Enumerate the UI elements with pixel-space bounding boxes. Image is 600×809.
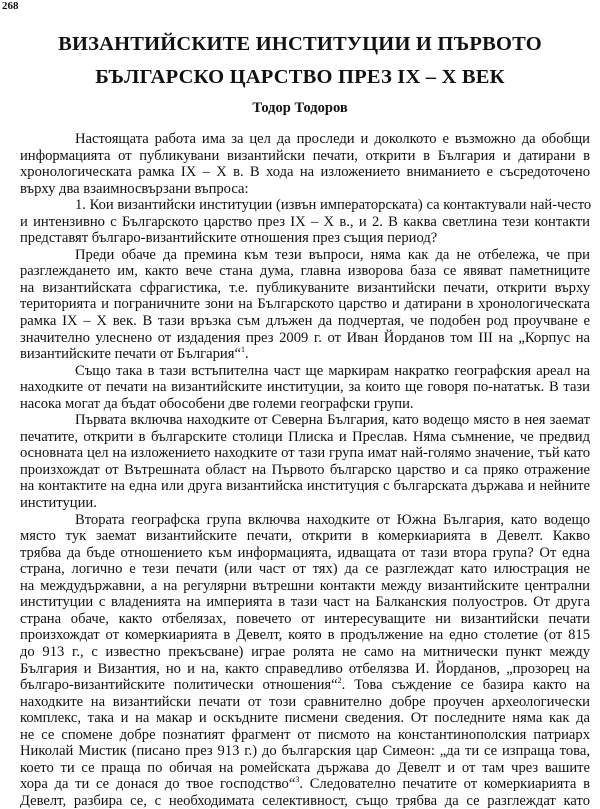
footnote-marker[interactable]: 2	[337, 676, 342, 686]
text-line	[20, 280, 590, 297]
text-line	[20, 694, 590, 711]
page-number: 268	[2, 0, 19, 12]
text-line	[20, 230, 590, 247]
text-line	[20, 644, 590, 661]
text-line	[20, 296, 590, 313]
text-line	[20, 313, 590, 330]
line-text: рамка IX – X век. В тази връзка съм длъжен да подчертая, че подобен род проучване е	[20, 313, 590, 330]
line-text: находките на византийски печати от този сравнително добре проучен археологически	[20, 693, 590, 710]
text-line	[20, 263, 590, 280]
text-line	[20, 363, 590, 380]
text-line	[20, 462, 590, 479]
line-text: до 913 г., с известно прекъсване) играе ролята не само на митнически пункт между	[20, 643, 590, 660]
line-text: произхождат от комеркиарията в Девелт, която в продължение на едно столетие (от 815	[20, 627, 590, 644]
text-line	[20, 181, 590, 198]
text-line	[20, 396, 590, 413]
text-line	[20, 627, 590, 644]
line-text: Втората географска група включва находките от Южна България, като водещо	[75, 511, 590, 528]
line-text: не се спомене добре познатият фрагмент от писмото на константинополския патриарх	[20, 726, 590, 743]
line-text: страна, логично е тези печати (или част от тях) да се разглеждат като илюстрация не	[20, 561, 590, 578]
text-line	[20, 743, 590, 760]
text-line	[20, 445, 590, 462]
text-line	[20, 677, 590, 694]
line-text: страна обаче, както отбелязах, повечето от интересуващите ни византийски печати	[20, 610, 590, 627]
line-text: насока могат да бъдат обособени две големи географски групи.	[20, 395, 414, 412]
text-line	[20, 776, 590, 793]
text-line	[20, 710, 590, 727]
line-text: хронологическата рамка IX – X в. В хода на изложението вниманието е съсредоточено	[20, 164, 590, 181]
paragraph	[20, 412, 590, 511]
line-text: институции с владенията на империята в тази част на Балканския полуостров. От друга	[20, 594, 590, 611]
line-text: България и Византия, но и на, както справедливо отбелязва И. Йорданов, „прозорец на	[20, 660, 590, 677]
text-line	[20, 131, 590, 148]
line-text: 1. Кои византийски институции (извън императорската) са контактували най-често	[75, 197, 592, 214]
paragraph	[20, 131, 590, 197]
line-text-continuation: . Следователно печатите от комеркиарията в	[299, 776, 590, 793]
line-text: основната цел на изложението находките от тази група имат най-голямо значение, тъй като	[20, 445, 590, 462]
line-text: печатите, открити в българските столици Плиска и Преслав. Няма съмнение, че предвид	[20, 428, 590, 445]
text-line	[20, 330, 590, 347]
line-text: което ти се праща по обичая на ромейската държава до Девелт и от там чрез вашите	[20, 759, 590, 776]
line-text: Настоящата работа има за цел да проследи и доколкото е възможно да обобщи	[75, 131, 590, 147]
text-line	[20, 727, 590, 744]
line-text: институции.	[20, 495, 97, 512]
text-line	[20, 412, 590, 429]
article-title-line-1: ВИЗАНТИЙСКИТЕ ИНСТИТУЦИИ И ПЪРВОТО	[58, 33, 542, 55]
line-text: информацията от публикувани византийски печати, открити в България и датирани в	[20, 147, 590, 164]
text-line	[20, 164, 590, 181]
line-text: разглеждането им, както вече стана дума, главна изворова база се явяват паметниците	[20, 263, 590, 280]
text-line	[20, 578, 590, 595]
line-text: Преди обаче да премина към тези въпроси, няма как да не отбележа, че при	[75, 246, 590, 263]
line-text: хора да ти се донася до твое господство“	[20, 776, 296, 793]
text-line	[20, 429, 590, 446]
text-line	[20, 148, 590, 165]
line-text: трябва да бъде отношението към информацията, идващата от тази втора група? От една	[20, 544, 590, 561]
line-text: територията и пограничните зони на Българското царство и датирани в хронологическата	[20, 296, 590, 313]
text-line	[20, 545, 590, 562]
line-text: Девелт, разбира се, с необходимата селективност, също трябва да се разглеждат като	[20, 792, 590, 809]
paragraph	[20, 363, 590, 413]
paragraph	[20, 512, 590, 809]
text-line	[20, 214, 590, 231]
line-text: комплекс, така и на макар и оскъдните писмени сведения. От последните няма как да	[20, 710, 590, 727]
line-text: на междудържавни, а на регулярни вътрешни контакти между византийските централни	[20, 577, 590, 594]
article-body	[20, 131, 590, 809]
text-line	[20, 346, 590, 363]
text-line	[20, 197, 590, 214]
author-name: Тодор Тодоров	[252, 100, 348, 116]
footnote-marker[interactable]: 3	[295, 775, 300, 785]
line-text: Първата включва находките от Северна България, като водещо място в нея заемат	[75, 412, 590, 429]
text-line	[20, 661, 590, 678]
line-text: находките от печати на византийските институции, за които ще говоря по-нататък. В тази	[20, 379, 590, 396]
line-text: произхождат от Вътрешната област на Първото българско царство и са пряко отражение	[20, 461, 590, 478]
text-line	[20, 528, 590, 545]
line-text: византийските печати от България“	[20, 346, 241, 363]
line-text: Николай Мистик (писано през 913 г.) до българския цар Симеон: „да ти се изпраща това,	[20, 743, 590, 760]
paragraph	[20, 247, 590, 363]
line-text: на византийската сфрагистика, т.е. публикуваните византийски печати, открити върху	[20, 279, 590, 296]
paragraph	[20, 197, 590, 247]
line-text-continuation: . Това съждение се базира както на	[341, 677, 590, 694]
text-line	[20, 561, 590, 578]
text-line	[20, 594, 590, 611]
line-text: Също така в тази встъпителна част ще маркирам накратко географския ареал на	[75, 362, 590, 379]
text-line	[20, 611, 590, 628]
text-line	[20, 793, 590, 809]
line-text: на контактите на една или друга византийска институция с българската държава и нейните	[20, 478, 590, 495]
line-text: и интензивно с Българското царство през IX – X в., и 2. В каква светлина тези контакти	[20, 213, 590, 230]
text-line	[20, 379, 590, 396]
line-text-continuation: .	[244, 346, 249, 363]
text-line	[20, 495, 590, 512]
text-line	[20, 760, 590, 777]
text-line	[20, 512, 590, 529]
text-line	[20, 247, 590, 264]
line-text: представят българо-византийските отношения през същия период?	[20, 230, 438, 247]
text-line	[20, 478, 590, 495]
line-text: българо-византийските политически отношения“	[20, 677, 338, 694]
article-title-line-2: БЪЛГАРСКО ЦАРСТВО ПРЕЗ IX – X ВЕК	[95, 66, 505, 88]
line-text: върху два взаимносвързани въпроса:	[20, 180, 249, 197]
line-text: значително улеснено от издадения през 2009 г. от Иван Йорданов том III на „Корпус на	[20, 329, 590, 346]
line-text: място тук заемат византийските печати, открити в комеркиарията в Девелт. Какво	[20, 528, 590, 545]
footnote-marker[interactable]: 1	[240, 345, 245, 355]
